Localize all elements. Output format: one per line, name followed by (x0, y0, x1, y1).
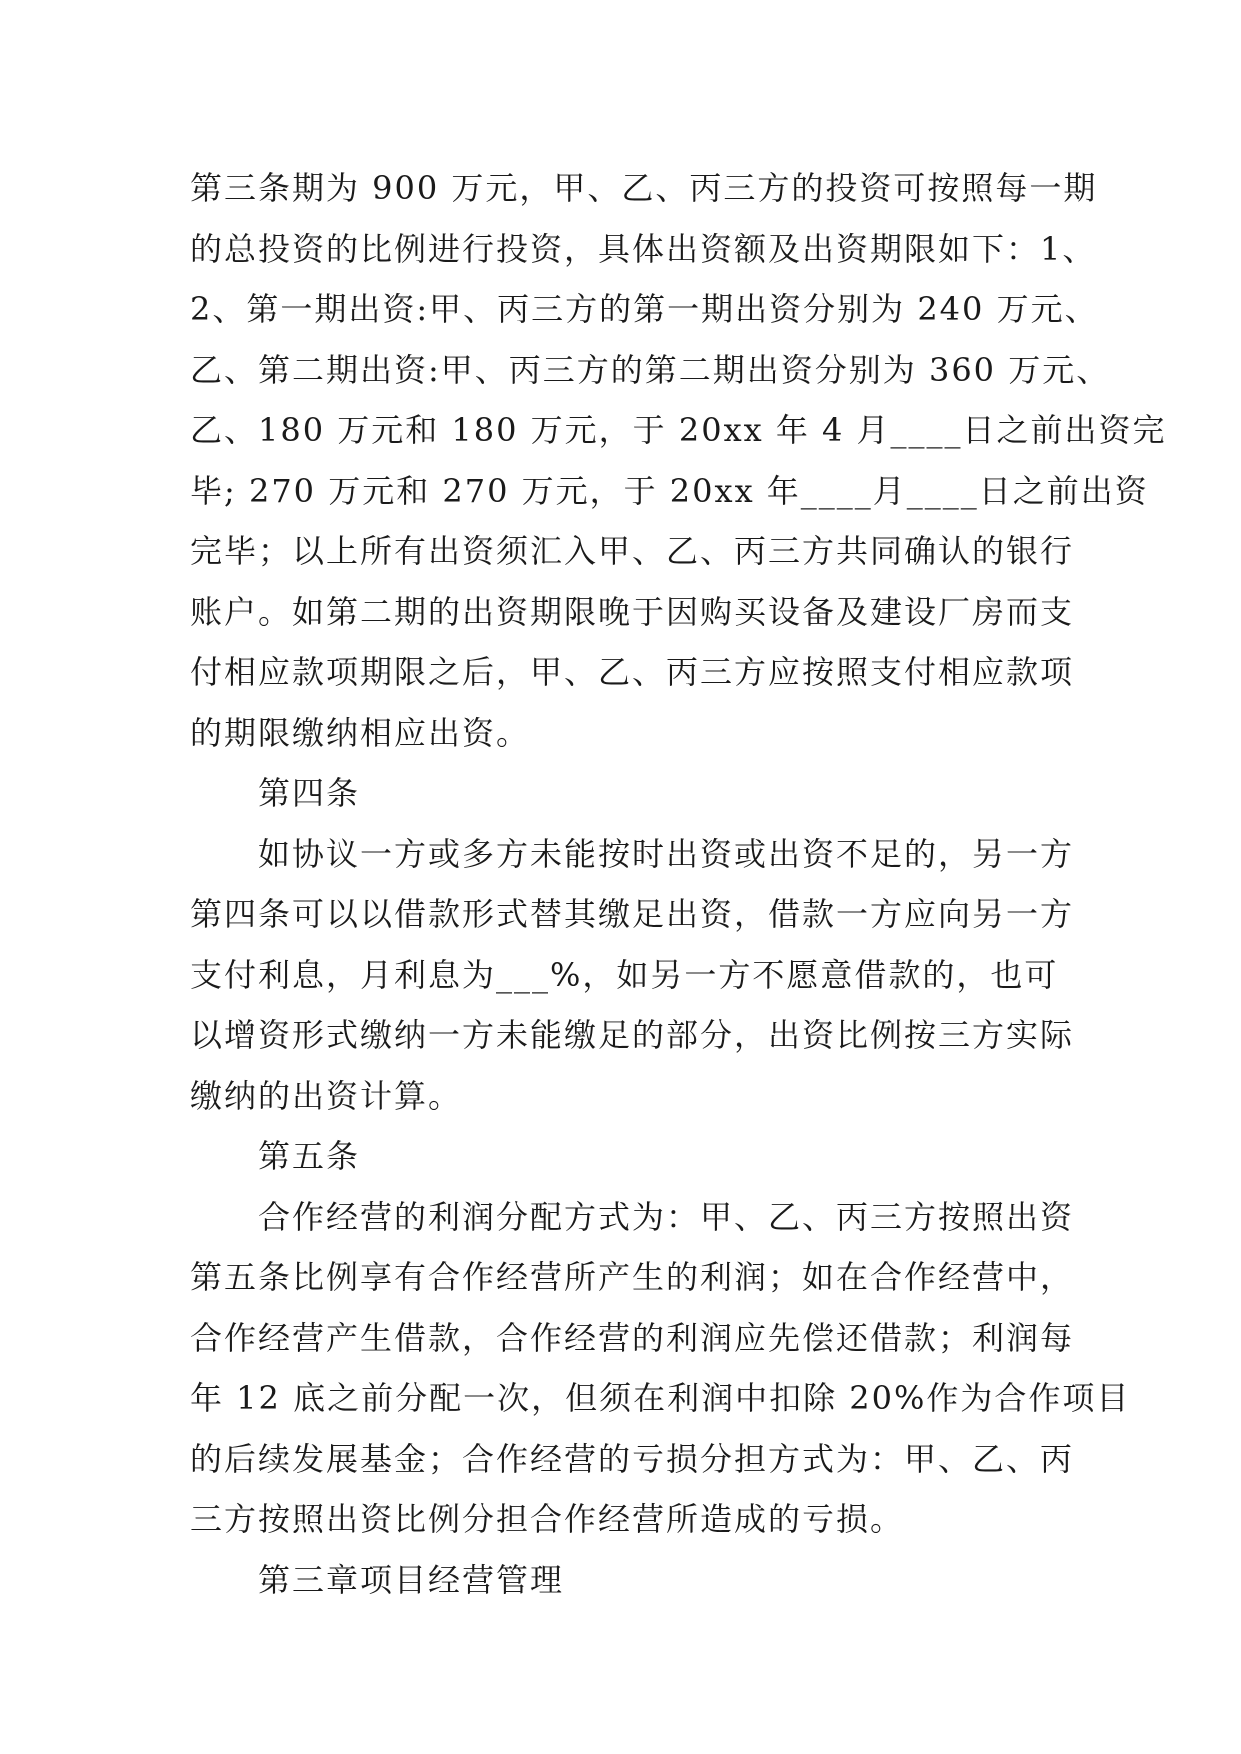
text-line: 年 12 底之前分配一次，但须在利润中扣除 20%作为合作项目 (190, 1379, 1131, 1417)
chapter-heading: 第三章项目经营管理 (258, 1560, 565, 1599)
text-line: 以增资形式缴纳一方未能缴足的部分，出资比例按三方实际 (190, 1016, 1075, 1054)
text-line: 缴纳的出资计算。 (190, 1076, 463, 1115)
text-line: 付相应款项期限之后，甲、乙、丙三方应按照支付相应款项 (190, 653, 1075, 691)
text-line: 第五条比例享有合作经营所产生的利润；如在合作经营中， (190, 1258, 1075, 1296)
document-page (190, 158, 1167, 1610)
article-heading: 第四条 (258, 774, 361, 812)
text-line: 毕; 270 万元和 270 万元，于 20xx 年____月____日之前出资 (190, 471, 1149, 510)
text-line: 第四条可以以借款形式替其缴足出资，借款一方应向另一方 (190, 895, 1075, 933)
text-line: 的总投资的比例进行投资，具体出资额及出资期限如下：1、 (190, 229, 1097, 268)
text-line: 2、第一期出资:甲、丙三方的第一期出资分别为 240 万元、 (190, 290, 1099, 328)
text-line: 支付利息，月利息为___%，如另一方不愿意借款的，也可 (190, 955, 1059, 994)
text-line: 三方按照出资比例分担合作经营所造成的亏损。 (190, 1500, 905, 1538)
text-line: 完毕；以上所有出资须汇入甲、乙、丙三方共同确认的银行 (190, 532, 1075, 570)
text-line: 乙、180 万元和 180 万元，于 20xx 年 4 月____日之前出资完 (190, 411, 1167, 449)
text-line: 第三条期为 900 万元，甲、乙、丙三方的投资可按照每一期 (190, 169, 1098, 207)
text-line: 的期限缴纳相应出资。 (190, 713, 531, 752)
text-line: 如协议一方或多方未能按时出资或出资不足的，另一方 (258, 834, 1075, 873)
text-line: 合作经营产生借款，合作经营的利润应先偿还借款；利润每 (190, 1318, 1075, 1357)
article-heading: 第五条 (258, 1137, 361, 1175)
text-line: 合作经营的利润分配方式为：甲、乙、丙三方按照出资 (258, 1197, 1075, 1236)
text-line: 的后续发展基金；合作经营的亏损分担方式为：甲、乙、丙 (190, 1439, 1075, 1478)
text-line: 乙、第二期出资:甲、丙三方的第二期出资分别为 360 万元、 (190, 350, 1111, 389)
text-line: 账户。如第二期的出资期限晚于因购买设备及建设厂房而支 (190, 592, 1075, 631)
